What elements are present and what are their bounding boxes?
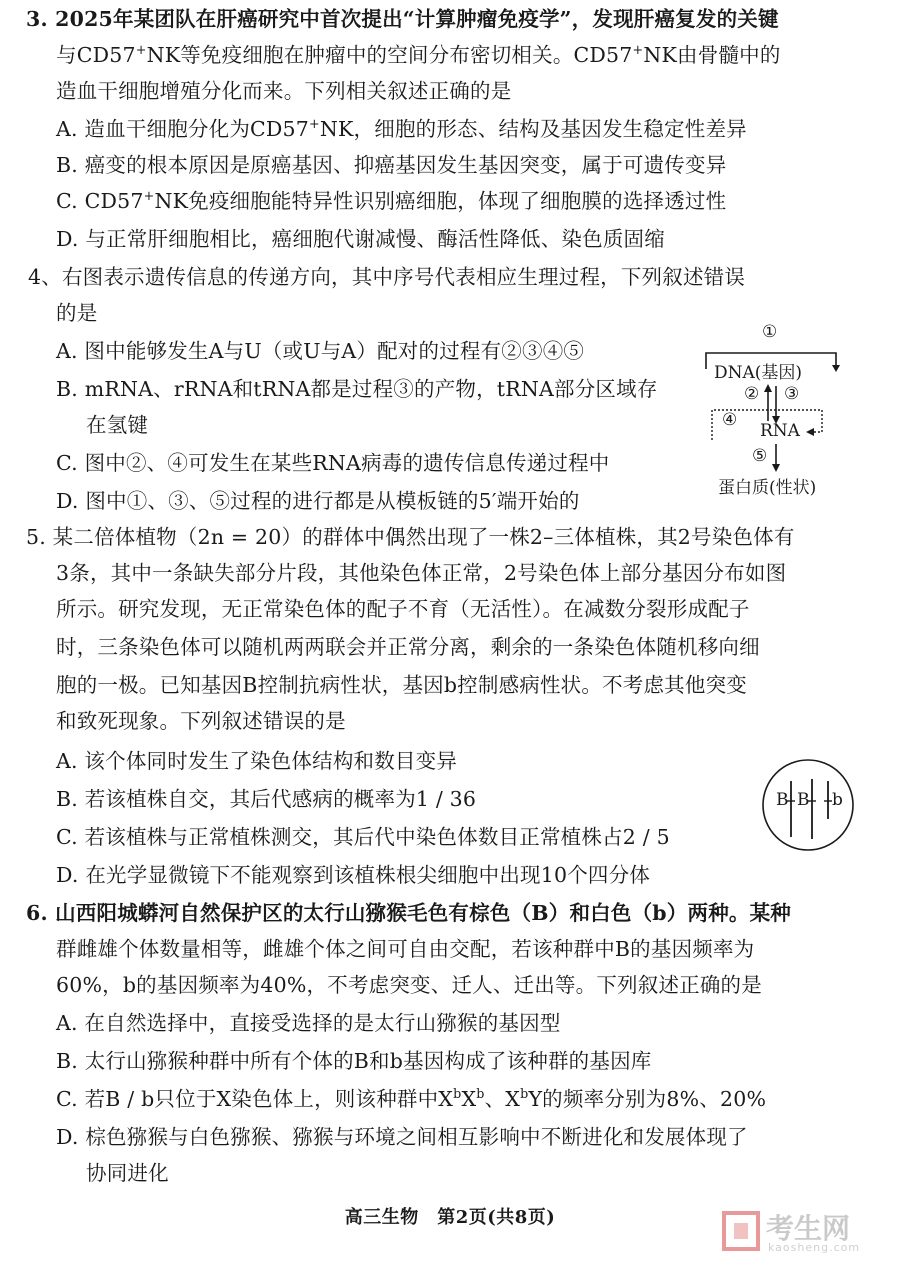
page-footer: 高三生物 第2页(共8页) [344,1207,556,1228]
process-3-label: ③ [784,384,800,404]
watermark-brand: 考生网 [766,1212,851,1245]
q6-stem-line-2: 群雌雄个体数量相等，雌雄个体之间可自由交配，若该种群中B的基因频率为 [56,937,755,961]
q4-stem-line-2: 的是 [56,301,98,325]
central-dogma-diagram [700,320,850,498]
q6-option-c: C. 若B / b只位于X染色体上，则该种群中$X^bX^b$、$X^bY$的频率分别为8%、20% [56,1086,767,1111]
q5-option-c: C. 若该植株与正常植株测交，其后代中染色体数目正常植株占2 / 5 [56,825,670,849]
q3-stem-line-3: 造血干细胞增殖分化而来。下列相关叙述正确的是 [56,79,512,103]
central-dogma-arrows [700,320,850,495]
process-1-label: ① [762,322,778,342]
q6-stem-line-3: 60%，b的基因频率为40%，不考虑突变、迁人、迁出等。下列叙述正确的是 [56,973,762,997]
watermark-domain: kaosheng.com [768,1241,861,1254]
q5-option-a: A. 该个体同时发生了染色体结构和数目变异 [56,749,458,773]
q5-stem-line-2: 3条，其中一条缺失部分片段，其他染色体正常，2号染色体上部分基因分布如图 [56,561,787,585]
watermark-logo-icon [722,1211,760,1251]
q5-option-d: D. 在光学显微镜下不能观察到该植株根尖细胞中出现10个四分体 [56,863,651,887]
dna-label: DNA(基因) [714,363,803,383]
q6-stem-line-1: 6. 山西阳城蟒河自然保护区的太行山猕猴毛色有棕色（B）和白色（b）两种。某种 [26,901,791,925]
rna-label: RNA [760,421,800,441]
q4-option-a: A. 图中能够发生A与U（或U与A）配对的过程有②③④⑤ [56,339,585,363]
gene-lowercase-b-label: b [832,790,843,810]
q3-stem-line-2: 与CD57+NK等免疫细胞在肿瘤中的空间分布密切相关。CD57+NK由骨髓中的 [56,42,781,67]
q6-option-a: A. 在自然选择中，直接受选择的是太行山猕猴的基因型 [56,1011,561,1035]
q5-stem-line-4: 时，三条染色体可以随机两两联会并正常分离，剩余的一条染色体随机移向细 [56,635,760,659]
q3-option-c: C. CD57+NK免疫细胞能特异性识别癌细胞，体现了细胞膜的选择透过性 [56,188,727,213]
q4-option-b-line-1: B. mRNA、rRNA和tRNA都是过程③的产物，tRNA部分区域存 [56,377,658,401]
q4-stem-line-1: 4、右图表示遗传信息的传递方向，其中序号代表相应生理过程，下列叙述错误 [28,265,746,289]
q6-option-d-line-2: 协同进化 [86,1161,169,1185]
protein-label: 蛋白质(性状) [718,478,817,498]
q5-stem-line-5: 胞的一极。已知基因B控制抗病性状，基因b控制感病性状。不考虑其他突变 [56,673,747,697]
q5-stem-line-1: 5. 某二倍体植物（2n = 20）的群体中偶然出现了一株2–三体植株，其2号染色体有 [26,525,795,549]
process-4-label: ④ [722,410,738,430]
q3-option-d: D. 与正常肝细胞相比，癌细胞代谢减慢、酶活性降低、染色质固缩 [56,227,665,251]
q4-option-b-line-2: 在氢键 [86,413,149,437]
gene-b-label-1: B [776,790,789,810]
q3-option-b: B. 癌变的根本原因是原癌基因、抑癌基因发生基因突变，属于可遗传变异 [56,153,727,177]
q4-option-d: D. 图中①、③、⑤过程的进行都是从模板链的5′端开始的 [56,489,580,513]
q3-stem-line-1: 3. 2025年某团队在肝癌研究中首次提出“计算肿瘤免疫学”，发现肝癌复发的关键 [26,7,779,31]
q3-option-a: A. 造血干细胞分化为CD57+NK，细胞的形态、结构及基因发生稳定性差异 [56,116,747,141]
watermark [722,1207,892,1259]
q4-option-c: C. 图中②、④可发生在某些RNA病毒的遗传信息传递过程中 [56,451,610,475]
q5-option-b: B. 若该植株自交，其后代感病的概率为1 / 36 [56,787,477,811]
q5-stem-line-6: 和致死现象。下列叙述错误的是 [56,709,346,733]
chromosome-cell-diagram [760,757,856,853]
q6-option-b: B. 太行山猕猴种群中所有个体的B和b基因构成了该种群的基因库 [56,1049,652,1073]
q6-option-d-line-1: D. 棕色猕猴与白色猕猴、猕猴与环境之间相互影响中不断进化和发展体现了 [56,1125,748,1149]
gene-b-label-2: B [797,790,810,810]
process-5-label: ⑤ [752,446,768,466]
q5-stem-line-3: 所示。研究发现，无正常染色体的配子不育（无活性）。在减数分裂形成配子 [56,597,750,621]
process-2-label: ② [744,384,760,404]
